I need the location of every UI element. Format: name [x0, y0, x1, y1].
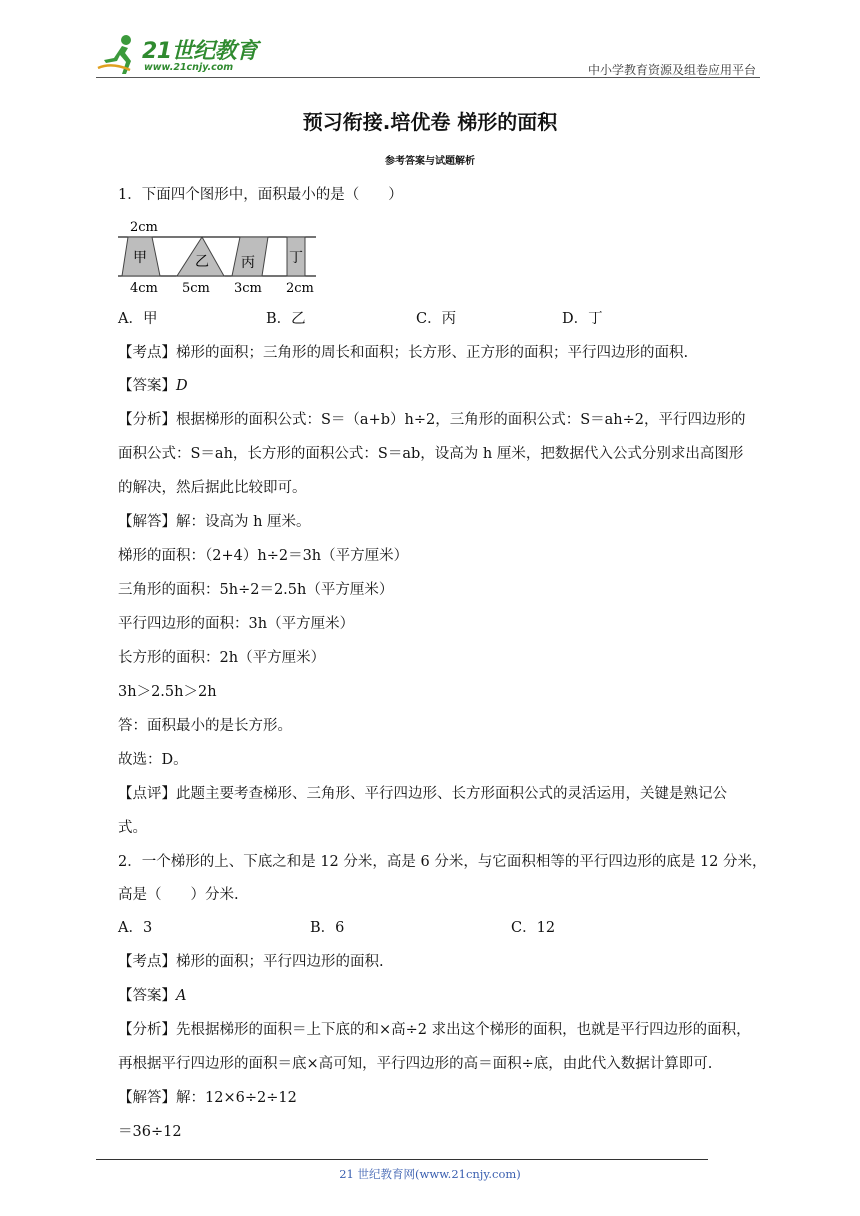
q1-calc-line: 平行四边形的面积：3h（平方厘米）	[118, 616, 355, 632]
answer-value: D	[176, 378, 188, 394]
q2-option-a[interactable]: A．3	[118, 920, 153, 936]
q1-option-a[interactable]: A．甲	[118, 311, 158, 327]
q2-option-b[interactable]: B．6	[310, 920, 345, 936]
q2-stem-line: 高是（ ）分米.	[118, 887, 239, 903]
q1-option-b[interactable]: B．乙	[266, 311, 306, 327]
page-header	[0, 0, 860, 80]
answer-value: A	[176, 988, 187, 1004]
q1-kaodian: 【考点】梯形的面积；三角形的周长和面积；长方形、正方形的面积；平行四边形的面积.	[118, 345, 689, 361]
header-divider	[96, 77, 760, 78]
footer-divider	[96, 1159, 708, 1160]
q1-option-c[interactable]: C．丙	[416, 311, 457, 327]
q1-fenxi-line: 【分析】根据梯形的面积公式：S＝（a+b）h÷2，三角形的面积公式：S＝ah÷2，平行四边形的	[118, 412, 746, 428]
q1-stem: 1．下面四个图形中，面积最小的是（ ）	[118, 187, 403, 203]
q1-fenxi-line: 面积公式：S＝ah，长方形的面积公式：S＝ab，设高为 h 厘米，把数据代入公式分别求出高图形	[118, 446, 744, 462]
answer-label: 【答案】	[118, 378, 176, 394]
footer-text[interactable]: 21 世纪教育网(www.21cnjy.com)	[339, 1167, 521, 1181]
q2-fenxi-line: 再根据平行四边形的面积＝底×高可知，平行四边形的高＝面积÷底，由此代入数据计算即可.	[118, 1056, 713, 1072]
q1-dianping-line: 【点评】此题主要考查梯形、三角形、平行四边形、长方形面积公式的灵活运用，关键是熟记公	[118, 786, 727, 802]
answer-label: 【答案】	[118, 988, 176, 1004]
shape-label: 乙	[195, 254, 209, 270]
shape-label: 甲	[133, 250, 147, 266]
q2-answer	[118, 986, 186, 1006]
runner-icon	[96, 34, 140, 78]
q1-figure	[112, 216, 332, 298]
q1-fenxi-line: 的解决，然后据此比较即可。	[118, 480, 307, 496]
q1-calc-line: 三角形的面积：5h÷2＝2.5h（平方厘米）	[118, 582, 394, 598]
q1-answer	[118, 376, 188, 396]
q2-step: ＝36÷12	[118, 1124, 182, 1140]
q2-option-c[interactable]: C．12	[511, 920, 556, 936]
shape-label: 丁	[289, 250, 303, 266]
q2-jieda: 【解答】解：12×6÷2÷12	[118, 1090, 297, 1106]
platform-label: 中小学教育资源及组卷应用平台	[587, 63, 756, 77]
q1-conclusion: 答：面积最小的是长方形。	[118, 718, 292, 734]
q2-kaodian: 【考点】梯形的面积；平行四边形的面积.	[118, 954, 384, 970]
bottom-label: 4cm	[130, 281, 158, 296]
page-subtitle: 参考答案与试题解析	[385, 156, 475, 167]
q1-jieda: 【解答】解：设高为 h 厘米。	[118, 514, 311, 530]
q1-calc-line: 梯形的面积：（2+4）h÷2＝3h（平方厘米）	[118, 548, 409, 564]
q1-choice: 故选：D。	[118, 752, 188, 768]
bottom-label: 5cm	[182, 281, 210, 296]
q1-compare: 3h＞2.5h＞2h	[118, 684, 217, 700]
logo-url: www.21cnjy.com	[144, 62, 234, 73]
q2-stem-line: 2．一个梯形的上、下底之和是 12 分米，高是 6 分米，与它面积相等的平行四边形的底是 12 分米，	[118, 854, 767, 870]
shape-label: 丙	[241, 255, 255, 271]
q2-fenxi-line: 【分析】先根据梯形的面积＝上下底的和×高÷2 求出这个梯形的面积，也就是平行四边形的面积，	[118, 1022, 751, 1038]
q1-calc-line: 长方形的面积：2h（平方厘米）	[118, 650, 326, 666]
q1-dianping-line: 式。	[118, 820, 147, 836]
bottom-label: 3cm	[234, 281, 262, 296]
figure-top-label: 2cm	[130, 220, 158, 235]
site-logo[interactable]	[96, 34, 256, 78]
bottom-label: 2cm	[286, 281, 314, 296]
logo-text: 21世纪教育	[142, 39, 258, 64]
page-title: 预习衔接.培优卷 梯形的面积	[302, 110, 558, 134]
q1-option-d[interactable]: D．丁	[562, 311, 603, 327]
